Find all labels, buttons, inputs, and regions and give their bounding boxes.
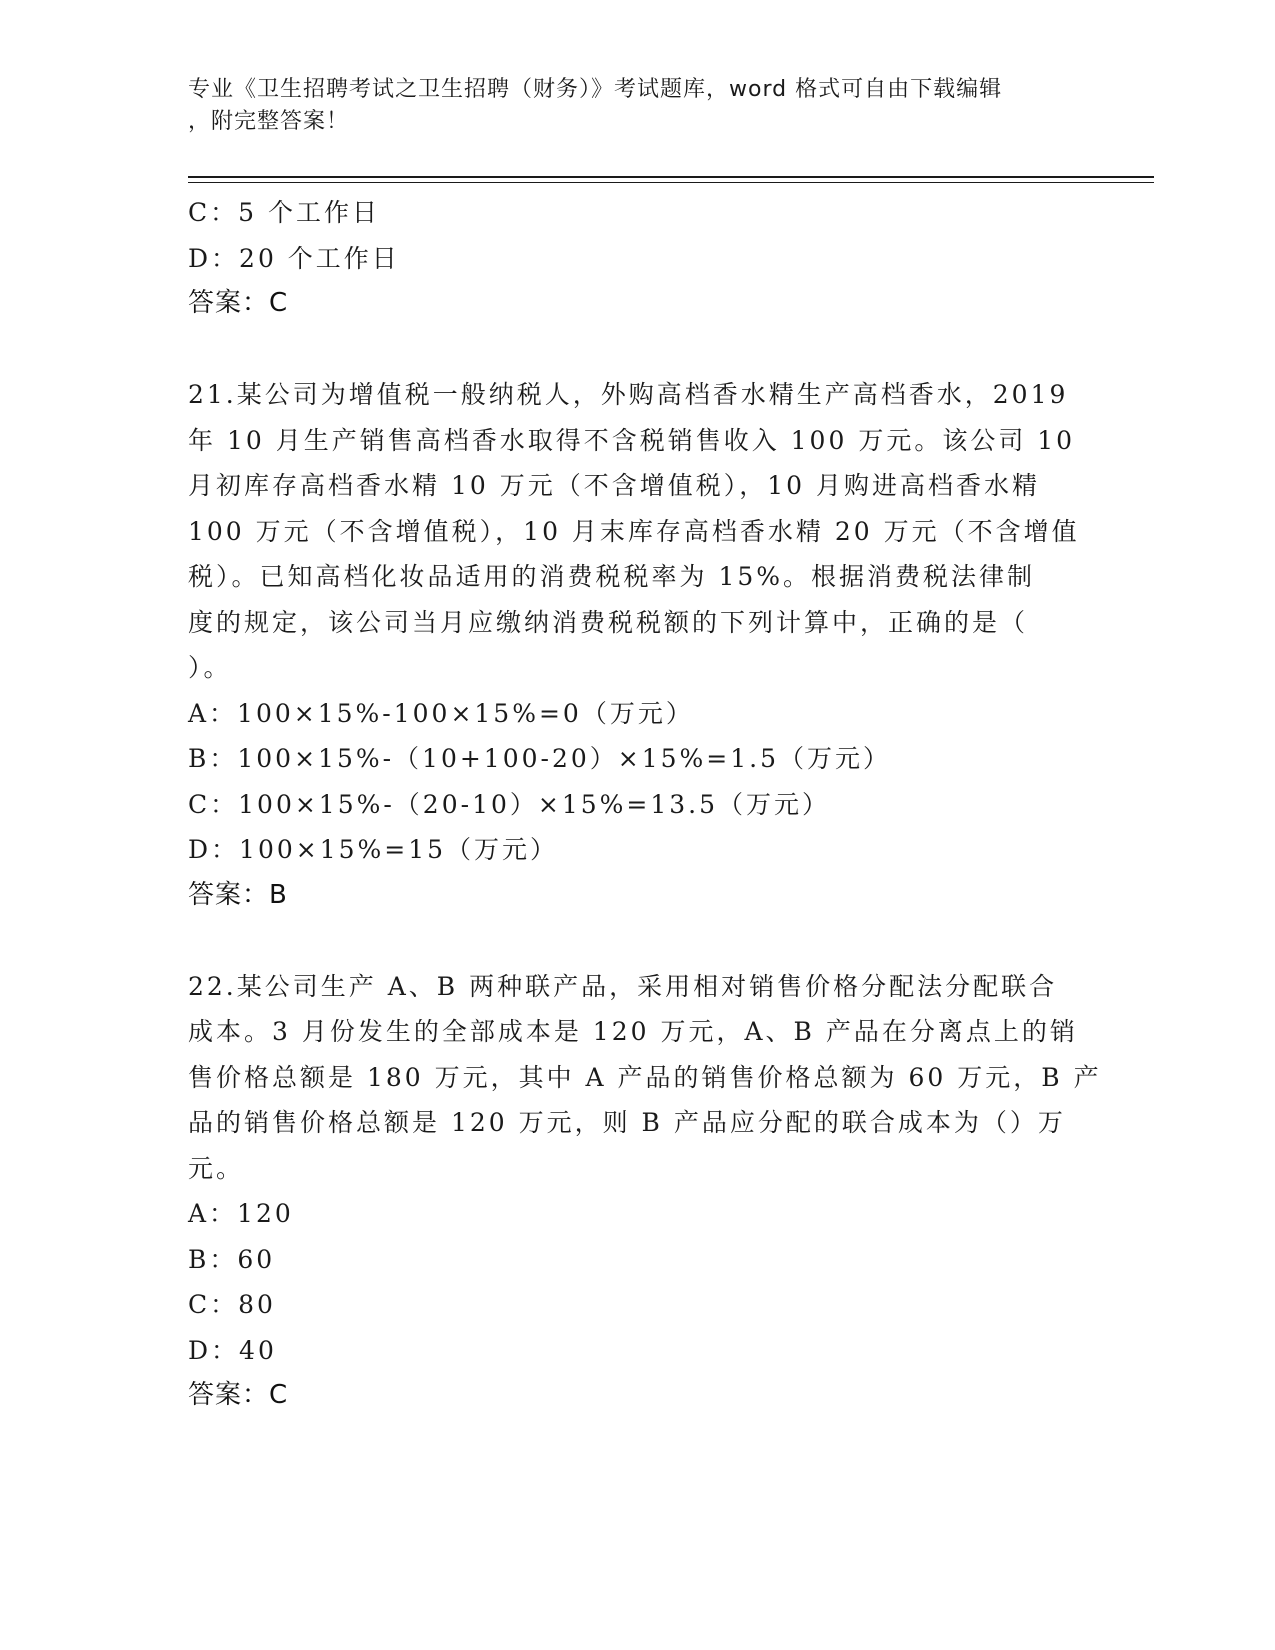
header-title-line-1: 专业《卫生招聘考试之卫生招聘（财务）》考试题库，word 格式可自由下载编辑 [188,77,1003,102]
option-d: D：40 [188,1335,277,1365]
question-text-line: 元。 [188,1153,245,1183]
option-c: C：80 [188,1290,276,1319]
question-text-line: ）。 [188,653,232,682]
spacer [188,918,1088,964]
question-text-line: 税）。已知高档化妆品适用的消费税税率为 15%。根据消费税法律制 [188,562,1036,591]
question-text-line: 年 10 月生产销售高档香水取得不含税销售收入 100 万元。该公司 10 [188,425,1076,455]
previous-question-tail [188,190,1088,327]
question-text-line: 度的规定，该公司当月应缴纳消费税税额的下列计算中，正确的是（ [188,607,1029,637]
question-text-line: 成本。3 月份发生的全部成本是 120 万元，A、B 产品在分离点上的销 [188,1017,1078,1046]
option-c: C：100×15%-（20-10）×15%=13.5（万元） [188,789,831,819]
question-text-line: 21.某公司为增值税一般纳税人，外购高档香水精生产高档香水，2019 [188,380,1069,409]
header-divider-thin [188,182,1154,183]
option-c: C：5 个工作日 [188,198,380,227]
question-text-line: 22.某公司生产 A、B 两种联产品，采用相对销售价格分配法分配联合 [188,971,1058,1001]
question-content [188,190,1102,1419]
header-divider-thick [188,176,1154,178]
option-d: D：100×15%=15（万元） [188,835,559,864]
option-a: A：100×15%-100×15%=0（万元） [188,698,694,728]
question-22 [188,964,1102,1419]
answer-line: 答案：C [188,1380,289,1410]
answer-line: 答案：C [188,288,289,318]
option-a: A：120 [188,1199,294,1228]
page-header [188,74,1068,138]
question-text-line: 售价格总额是 180 万元，其中 A 产品的销售价格总额为 60 万元，B 产 [188,1062,1102,1092]
question-text-line: 品的销售价格总额是 120 万元，则 B 产品应分配的联合成本为（）万 [188,1108,1066,1137]
option-b: B：60 [188,1244,276,1274]
question-text-line: 月初库存高档香水精 10 万元（不含增值税），10 月购进高档香水精 [188,471,1040,500]
answer-line: 答案：B [188,879,288,910]
option-d: D：20 个工作日 [188,243,400,273]
spacer [188,327,1088,373]
header-title-line-2: ，附完整答案！ [188,109,350,134]
question-21 [188,372,1088,918]
question-text-line: 100 万元（不含增值税），10 月末库存高档香水精 20 万元（不含增值 [188,516,1080,546]
option-b: B：100×15%-（10+100-20）×15%=1.5（万元） [188,744,892,773]
